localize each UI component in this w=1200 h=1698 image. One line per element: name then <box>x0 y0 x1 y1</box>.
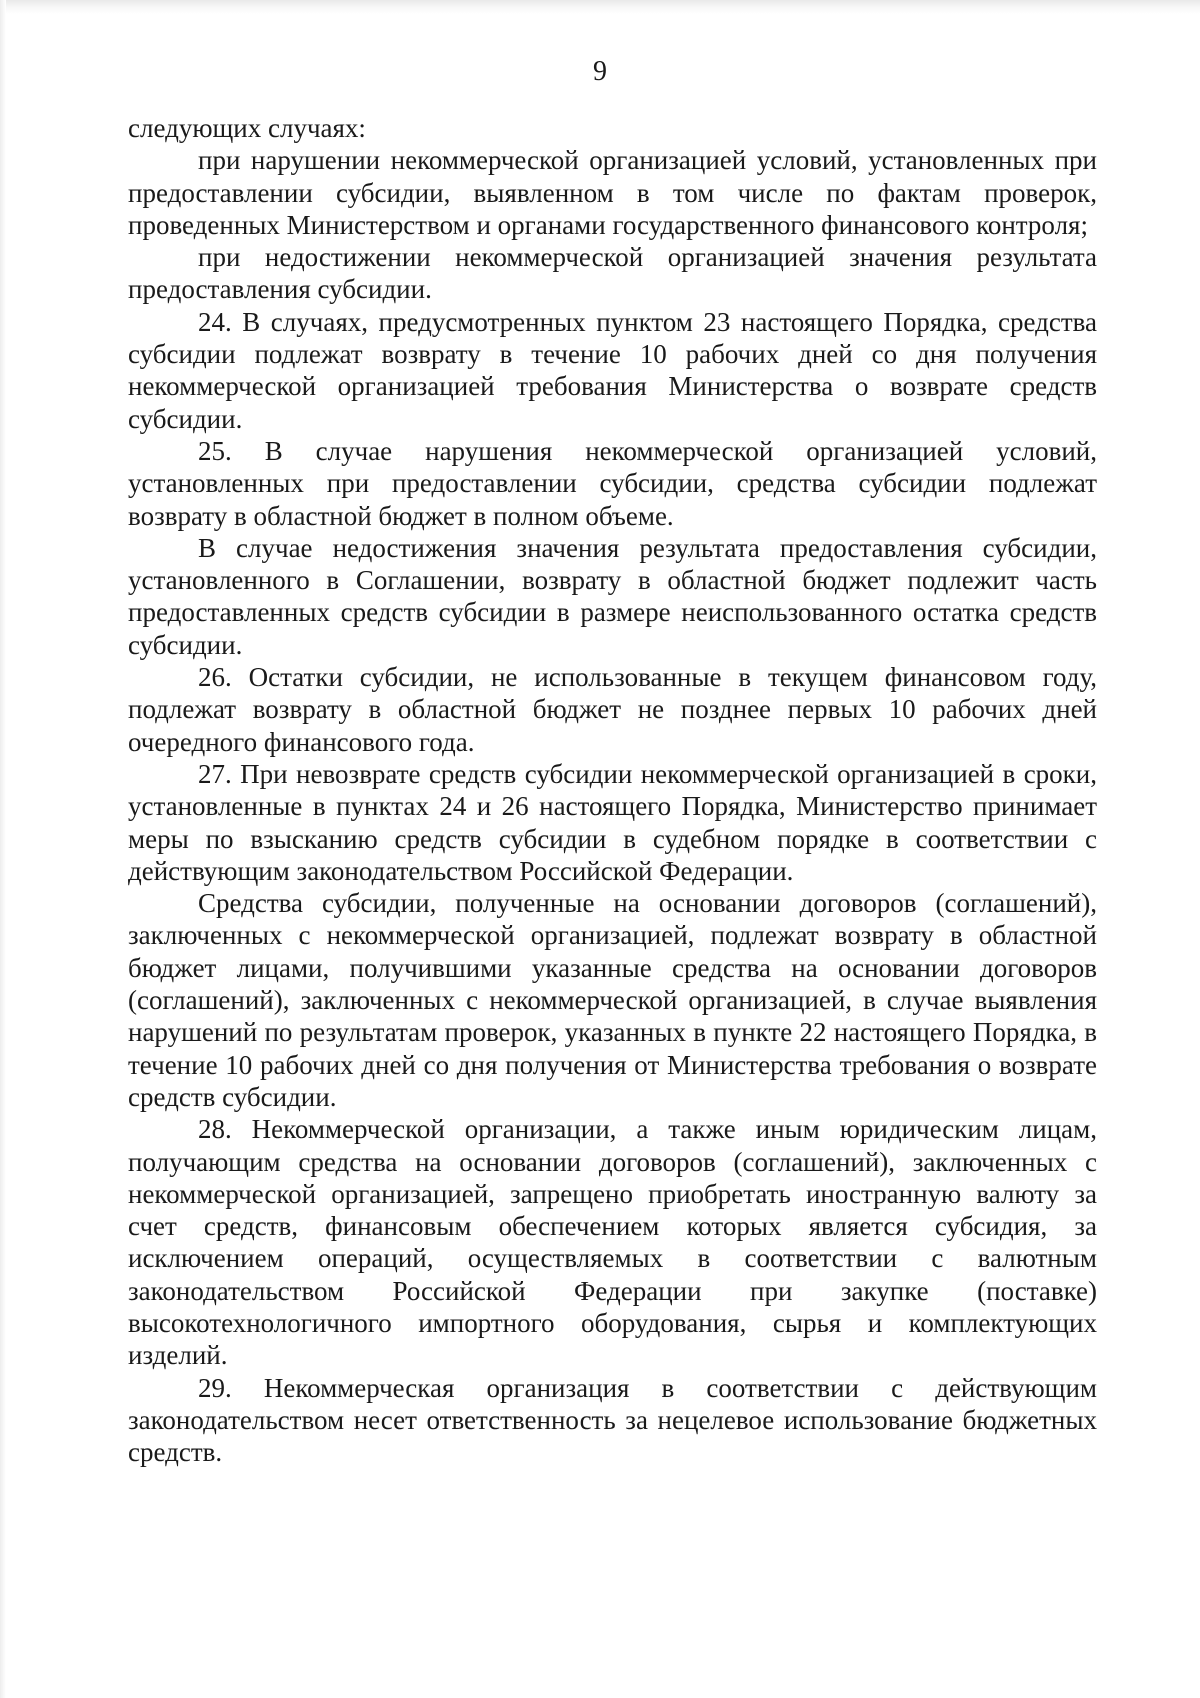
scan-shadow-left <box>0 0 6 1698</box>
paragraph-item-24: 24. В случаях, предусмотренных пунктом 23 настоящего Порядка, средства субсидии подлежат возврату в течение 10 рабочих дней со дня получения некоммерческой организацией требования Министерства о возврате средств субсидии. <box>128 306 1097 434</box>
paragraph-item-25-partial-return: В случае недостижения значения результата предоставления субсидии, установленного в Соглашении, возврату в областной бюджет подлежит часть предоставленных средств субсидии в размере неиспользованного остатка средств субсидии. <box>128 532 1097 660</box>
paragraph-case-violation: при нарушении некоммерческой организацией условий, установленных при предоставлении субсидии, выявленном в том числе по фактам проверок, проведенных Министерством и органами государственного финансового контроля; <box>128 145 1097 240</box>
paragraph-item-28: 28. Некоммерческой организации, а также иным юридическим лицам, получающим средства на основании договоров (соглашений), заключенных с некоммерческой организацией, запрещено приобретать иностранную валюту за счет средств, финансовым обеспечением которых является субсидия, за исключением операций, осуществляемых в соответствии с валютным законодательством Российской Федерации при закупке (поставке) высокотехнологичного импортного оборудования, сырья и комплектующих изделий. <box>128 1114 1097 1371</box>
paragraph-item-27-contracts: Средства субсидии, полученные на основании договоров (соглашений), заключенных с некоммерческой организацией, подлежат возврату в областной бюджет лицами, получившими указанные средства на основании договоров (соглашений), заключенных с некоммерческой организацией, в случае выявления нарушений по результатам проверок, указанных в пункте 22 настоящего Порядка, в течение 10 рабочих дней со дня получения от Министерства требования о возврате средств субсидии. <box>128 888 1097 1112</box>
paragraph-continuation: следующих случаях: <box>128 113 366 143</box>
scan-shadow-top <box>0 0 1200 14</box>
paragraph-case-result: при недостижении некоммерческой организацией значения результата предоставления субсидии. <box>128 242 1097 305</box>
paragraph-item-26: 26. Остатки субсидии, не использованные в текущем финансовом году, подлежат возврату в областной бюджет не позднее первых 10 рабочих дней очередного финансового года. <box>128 662 1097 757</box>
paragraph-item-29: 29. Некоммерческая организация в соответствии с действующим законодательством несет ответственность за нецелевое использование бюджетных средств. <box>128 1372 1097 1468</box>
document-body <box>128 112 1097 1468</box>
page-number: 9 <box>593 56 607 87</box>
paragraph-item-27: 27. При невозврате средств субсидии некоммерческой организацией в сроки, установленные в пунктах 24 и 26 настоящего Порядка, Министерство принимает меры по взысканию средств субсидии в судебном порядке в соответствии с действующим законодательством Российской Федерации. <box>128 758 1097 886</box>
paragraph-item-25: 25. В случае нарушения некоммерческой организацией условий, установленных при предоставлении субсидии, средства субсидии подлежат возврату в областной бюджет в полном объеме. <box>128 435 1097 531</box>
